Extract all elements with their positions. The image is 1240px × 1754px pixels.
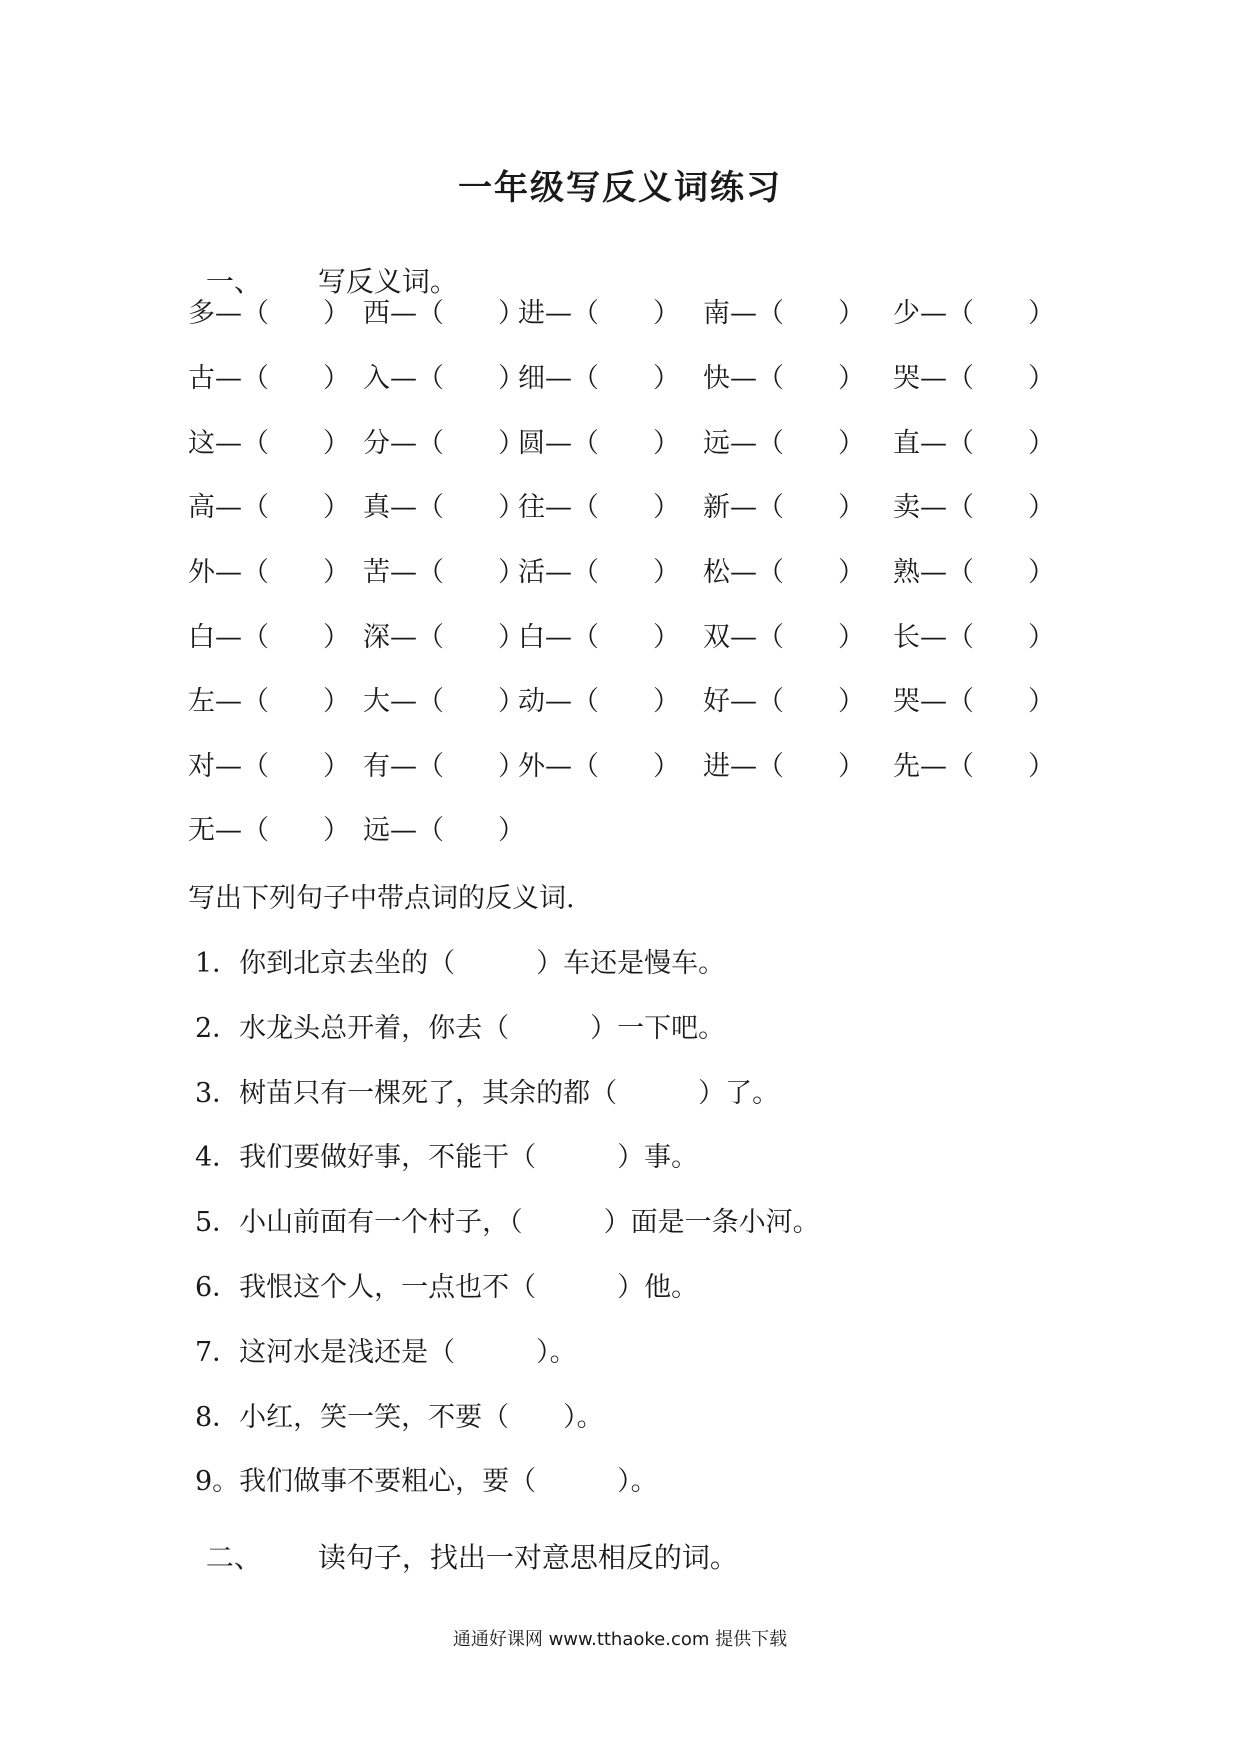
word-row (188, 620, 1068, 656)
sentence-item: 7．这河水是浅还是（ ）。 (195, 1337, 577, 1368)
word-item: 哭—（ ） (893, 363, 1055, 394)
word-row (188, 426, 1068, 462)
word-item: 卖—（ ） (893, 492, 1055, 523)
word-item: 细—（ ） (518, 363, 680, 394)
word-row (188, 555, 1068, 591)
word-item: 长—（ ） (893, 622, 1055, 653)
sentence-heading: 写出下列句子中带点词的反义词. (188, 883, 575, 914)
word-item: 直—（ ） (893, 428, 1055, 459)
word-item: 这—（ ） (188, 428, 350, 459)
section-1-label: 写反义词。 (317, 265, 458, 298)
word-item: 白—（ ） (188, 622, 350, 653)
word-item: 先—（ ） (893, 751, 1055, 782)
section-2-number: 二、 (205, 1541, 262, 1574)
word-row (188, 296, 1068, 332)
word-item: 真—（ ） (363, 492, 525, 523)
word-row (188, 813, 1068, 849)
word-item: 进—（ ） (703, 751, 865, 782)
word-item: 新—（ ） (703, 492, 865, 523)
word-item: 大—（ ） (363, 686, 525, 717)
section-1-number: 一、 (205, 265, 262, 298)
sentence-item: 8．小红，笑一笑，不要（ ）。 (195, 1402, 604, 1433)
word-item: 快—（ ） (703, 363, 865, 394)
word-row (188, 684, 1068, 720)
sentence-item: 2．水龙头总开着，你去（ ）一下吧。 (195, 1013, 726, 1044)
section-2-heading (188, 1504, 738, 1576)
word-item: 无—（ ） (188, 815, 350, 846)
word-item: 动—（ ） (518, 686, 680, 717)
word-item: 苦—（ ） (363, 557, 525, 588)
sentence-item: 1．你到北京去坐的（ ）车还是慢车。 (195, 948, 726, 979)
word-item: 远—（ ） (703, 428, 865, 459)
word-row (188, 490, 1068, 526)
word-item: 哭—（ ） (893, 686, 1055, 717)
word-row (188, 361, 1068, 397)
word-item: 往—（ ） (518, 492, 680, 523)
sentence-item: 4．我们要做好事，不能干（ ）事。 (195, 1142, 699, 1173)
section-2-label: 读句子，找出一对意思相反的词。 (317, 1541, 738, 1574)
word-item: 深—（ ） (363, 622, 525, 653)
word-item: 圆—（ ） (518, 428, 680, 459)
page-title: 一年级写反义词练习 (458, 168, 782, 208)
word-item: 左—（ ） (188, 686, 350, 717)
word-item: 双—（ ） (703, 622, 865, 653)
sentence-item: 6．我恨这个人，一点也不（ ）他。 (195, 1272, 699, 1303)
word-item: 入—（ ） (363, 363, 525, 394)
word-item: 好—（ ） (703, 686, 865, 717)
sentence-item: 5．小山前面有一个村子，（ ）面是一条小河。 (195, 1207, 820, 1238)
word-item: 南—（ ） (703, 298, 865, 329)
word-item: 多—（ ） (188, 298, 350, 329)
word-item: 对—（ ） (188, 751, 350, 782)
word-item: 白—（ ） (518, 622, 680, 653)
word-item: 进—（ ） (518, 298, 680, 329)
word-item: 有—（ ） (363, 751, 525, 782)
word-item: 外—（ ） (518, 751, 680, 782)
word-item: 外—（ ） (188, 557, 350, 588)
word-item: 西—（ ） (363, 298, 525, 329)
word-item: 熟—（ ） (893, 557, 1055, 588)
word-item: 古—（ ） (188, 363, 350, 394)
word-row (188, 749, 1068, 785)
footer-text: 通通好课网 www.tthaoke.com 提供下载 (452, 1629, 788, 1650)
word-item: 高—（ ） (188, 492, 350, 523)
word-item: 远—（ ） (363, 815, 525, 846)
sentence-item: 9。我们做事不要粗心，要（ ）。 (195, 1466, 658, 1497)
section-1-heading (188, 228, 458, 300)
word-item: 少—（ ） (893, 298, 1055, 329)
word-item: 分—（ ） (363, 428, 525, 459)
sentence-item: 3．树苗只有一棵死了，其余的都（ ）了。 (195, 1078, 780, 1109)
word-item: 松—（ ） (703, 557, 865, 588)
word-item: 活—（ ） (518, 557, 680, 588)
